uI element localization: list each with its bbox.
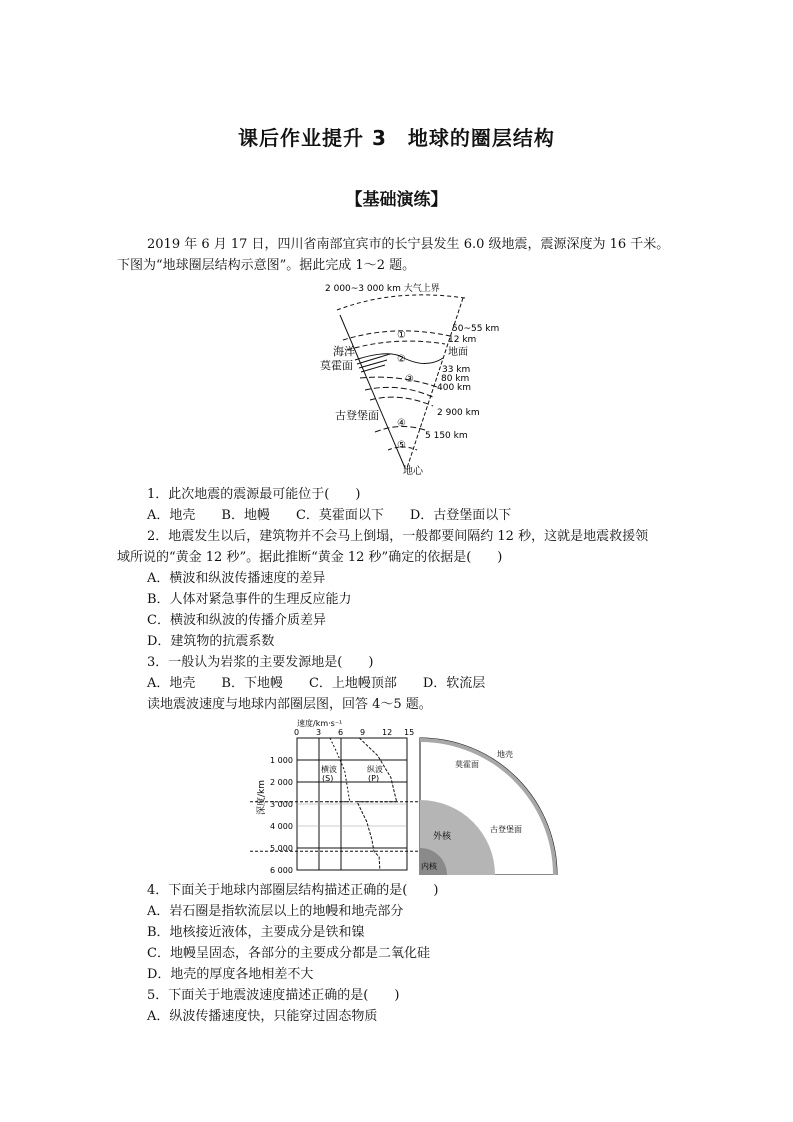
earth-layers-diagram bbox=[315, 278, 515, 478]
label-outer-core: 外核 bbox=[433, 832, 452, 842]
label-400km: 400 km bbox=[437, 383, 472, 393]
y-tick-label: 6 000 bbox=[270, 866, 293, 875]
label-gutenberg: 古登堡面 bbox=[335, 409, 379, 422]
label-50km: 50~55 km bbox=[452, 324, 500, 334]
question-line-q1-options: A．地壳 B．地幔 C．莫霍面以下 D．古登堡面以下 bbox=[147, 508, 512, 523]
question-line-q4-a: A．岩石圈是指软流层以上的地幔和地壳部分 bbox=[147, 904, 404, 919]
label-ground: 地面 bbox=[448, 347, 468, 358]
page-title: 课后作业提升 3 地球的圈层结构 bbox=[238, 126, 555, 150]
question-line-q1: 1．此次地震的震源最可能位于( ) bbox=[147, 487, 361, 502]
label-33km: 33 km bbox=[442, 365, 471, 375]
boundary-400km bbox=[370, 397, 433, 406]
moho-boundary bbox=[360, 377, 440, 388]
x-tick-label: 3 bbox=[316, 728, 322, 737]
label-5150km: 5 150 km bbox=[425, 431, 468, 441]
label-moho: 莫霍面 bbox=[320, 359, 353, 372]
s-wave-label-sub: (S) bbox=[322, 774, 334, 783]
x-tick-label: 12 bbox=[382, 728, 393, 737]
y-axis-label: 深度/km bbox=[257, 779, 267, 815]
question-line-q2-d: D．建筑物的抗震系数 bbox=[147, 634, 275, 649]
question-line-q2-c: C．横波和纵波的传播介质差异 bbox=[147, 613, 326, 628]
question-line-q4-b: B．地核接近液体，主要成分是铁和镍 bbox=[147, 925, 365, 940]
y-tick-label: 1 000 bbox=[270, 756, 293, 765]
y-tick-label: 2 000 bbox=[270, 778, 293, 787]
s-wave-label: 横波 bbox=[321, 765, 337, 774]
earth-quarter-section bbox=[420, 738, 557, 875]
p-wave-label: 纵波 bbox=[367, 765, 383, 774]
x-axis-label: 速度/km·s⁻¹ bbox=[297, 719, 343, 728]
label-layer-2: ② bbox=[397, 354, 406, 365]
section-heading: 【基础演练】 bbox=[345, 190, 448, 210]
label-layer-3: ③ bbox=[405, 374, 414, 385]
x-tick-label: 9 bbox=[360, 728, 366, 737]
p-wave-label-sub: (P) bbox=[368, 774, 380, 783]
label-ocean: 海洋 bbox=[333, 345, 355, 358]
x-tick-label: 6 bbox=[338, 728, 344, 737]
ocean-waves bbox=[357, 354, 390, 372]
atmosphere-upper-boundary bbox=[337, 295, 465, 310]
x-tick-label: 0 bbox=[294, 728, 300, 737]
question-line-q4-c: C．地幔呈固态，各部分的主要成分都是二氧化硅 bbox=[147, 946, 430, 961]
question-line-q2: 2．地震发生以后，建筑物并不会马上倒塌，一般都要间隔约 12 秒，这就是地震救援领 bbox=[147, 529, 649, 544]
y-tick-label: 4 000 bbox=[270, 822, 293, 831]
boundary-12km bbox=[347, 341, 445, 350]
question-line-q5-a: A．纵波传播速度快，只能穿过固态物质 bbox=[147, 1009, 378, 1024]
seismic-wave-figure bbox=[250, 715, 570, 875]
question-line-q4-d: D．地壳的厚度各地相差不大 bbox=[147, 967, 314, 982]
label-inner-core: 内核 bbox=[421, 862, 437, 871]
label-layer-5: ⑤ bbox=[397, 440, 406, 451]
x-tick-label: 15 bbox=[404, 728, 415, 737]
intro-paragraph-line2: 下图为“地球圈层结构示意图”。据此完成 1～2 题。 bbox=[117, 258, 416, 273]
question-line-q3: 3．一般认为岩浆的主要发源地是( ) bbox=[147, 655, 374, 670]
y-tick-label: 3 000 bbox=[270, 800, 293, 809]
question-line-intro2: 读地震波速度与地球内部圈层图，回答 4～5 题。 bbox=[147, 697, 432, 712]
question-line-q4: 4．下面关于地球内部圈层结构描述正确的是( ) bbox=[147, 883, 439, 898]
label-2900km: 2 900 km bbox=[437, 408, 480, 418]
label-earth-center: 地心 bbox=[403, 466, 423, 477]
question-line-q5: 5．下面关于地震波速度描述正确的是( ) bbox=[147, 988, 400, 1003]
fan-left-edge bbox=[340, 315, 405, 468]
boundary-80km bbox=[365, 387, 435, 398]
question-line-q2-a: A．横波和纵波传播速度的差异 bbox=[147, 571, 326, 586]
label-atmosphere-top: 2 000~3 000 km 大气上界 bbox=[325, 284, 440, 294]
y-tick-label: 5 000 bbox=[270, 844, 293, 853]
label-layer-1: ① bbox=[397, 330, 406, 341]
label-layer-4: ④ bbox=[397, 418, 406, 429]
label-gutenberg-2: 古登堡面 bbox=[490, 825, 522, 834]
question-line-q2-cont: 域所说的“黄金 12 秒”。据此推断“黄金 12 秒”确定的依据是( ) bbox=[117, 550, 503, 565]
label-crust: 地壳 bbox=[497, 750, 513, 759]
label-80km: 80 km bbox=[441, 374, 470, 384]
question-line-q2-b: B．人体对紧急事件的生理反应能力 bbox=[147, 592, 352, 607]
label-12km: 12 km bbox=[448, 335, 477, 345]
question-line-q3-options: A．地壳 B．下地幔 C．上地幔顶部 D．软流层 bbox=[147, 676, 486, 691]
label-moho-2: 莫霍面 bbox=[455, 760, 479, 769]
intro-paragraph-line1: 2019 年 6 月 17 日，四川省南部宜宾市的长宁县发生 6.0 级地震，震源深度为 16 千米。 bbox=[147, 237, 670, 252]
